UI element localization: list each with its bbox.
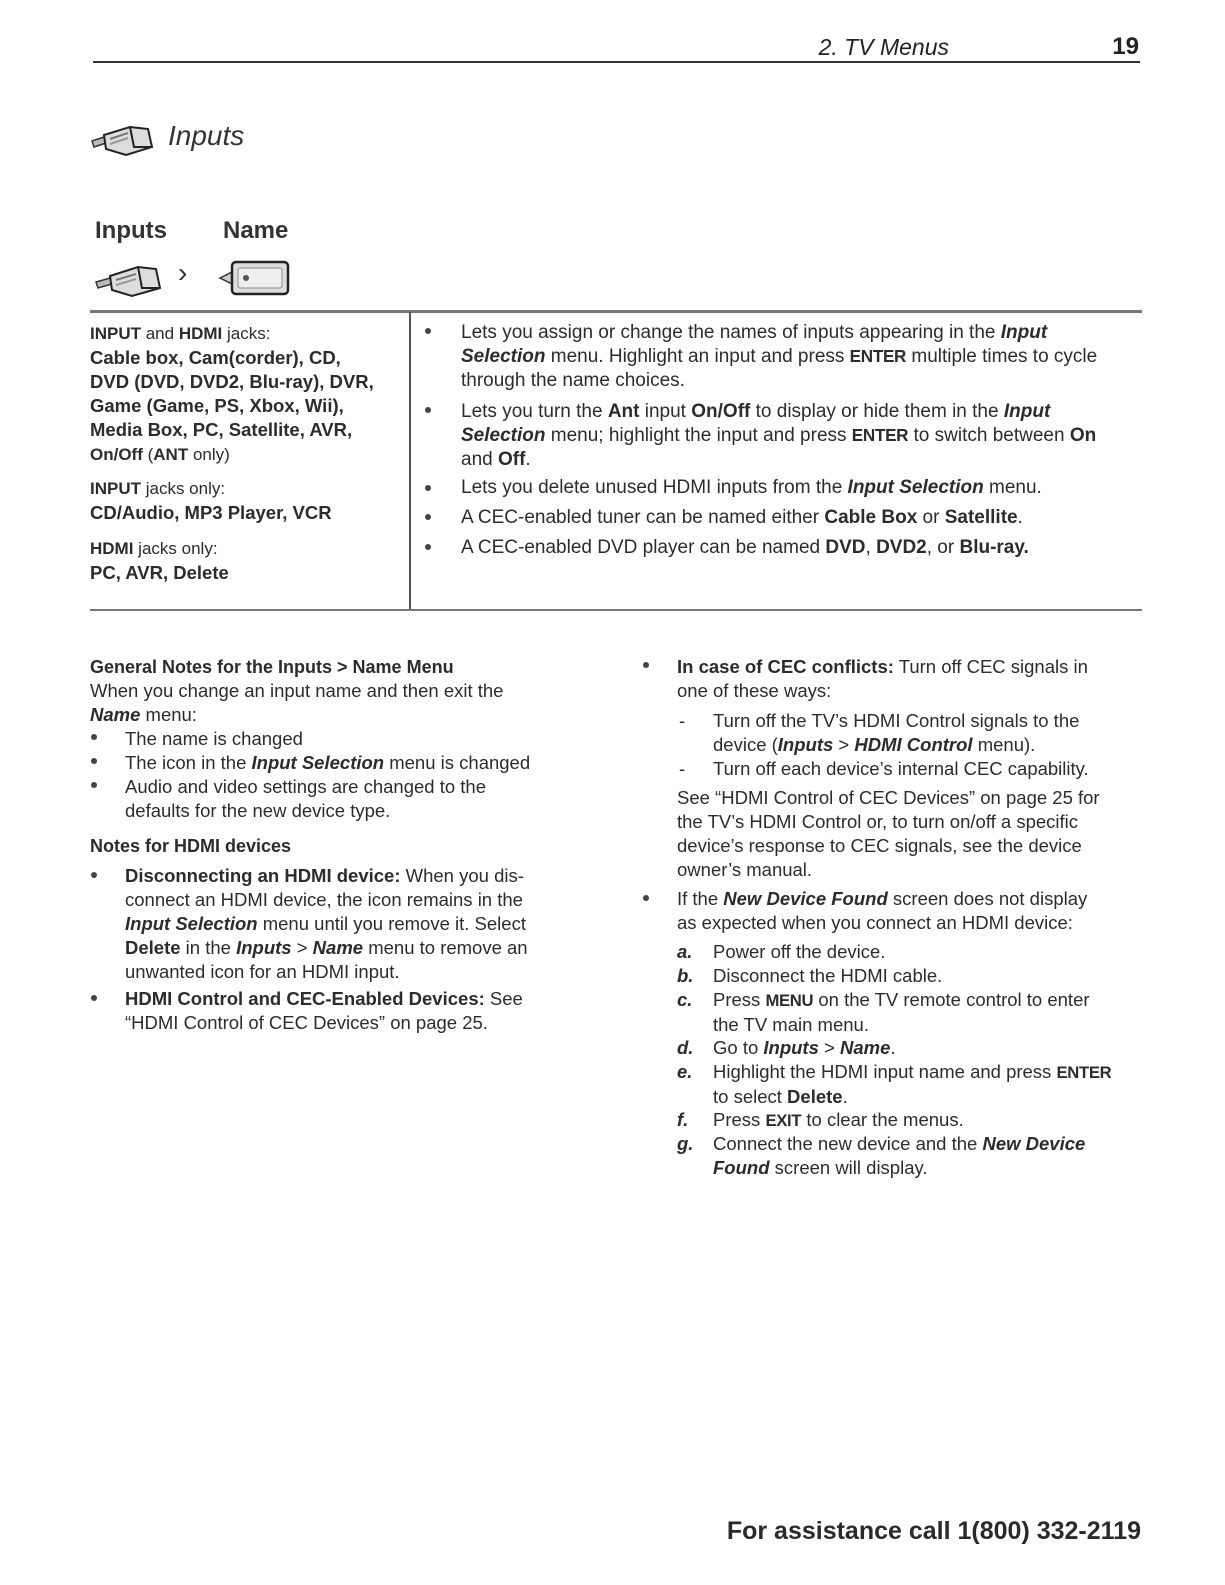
general-notes-heading: General Notes for the Inputs > Name Menu	[90, 657, 454, 677]
name-options-hdmi-only: HDMI jacks only: PC, AVR, Delete	[90, 539, 229, 583]
table-bullet-2: Lets you turn the Ant input On/Off to display or hide them in the Input Selection menu; highlight the input and press ENTER to switch between On and Off.	[461, 401, 1097, 470]
hdmi-notes-heading: Notes for HDMI devices	[90, 836, 292, 856]
assistance-phone-footer: For assistance call 1(800) 332-2119	[726, 1517, 1141, 1545]
cec-option-tv: Turn off the TV’s HDMI Control signals to the device (Inputs > HDMI Control menu).	[713, 710, 1080, 755]
step-text: Connect the new device and the New Device Found screen will display.	[713, 1133, 1086, 1178]
cec-see-reference: See “HDMI Control of CEC Devices” on page 25 for the TV’s HDMI Control or, to turn on/off a specific device’s response to CEC signals, see the device owner’s manual.	[677, 787, 1100, 880]
table-column-divider	[409, 312, 411, 610]
general-note-item: The icon in the Input Selection menu is changed	[125, 752, 531, 773]
bullet-icon	[91, 995, 97, 1001]
chevron-right-icon: ›	[178, 257, 188, 288]
step-label: d.	[677, 1037, 694, 1058]
bullet-icon	[643, 895, 649, 901]
step-text: Highlight the HDMI input name and press ENTER to select Delete.	[713, 1061, 1112, 1107]
input-plug-icon	[90, 117, 154, 159]
step-text: Press EXIT to clear the menus.	[713, 1109, 964, 1130]
bullet-icon	[425, 514, 431, 520]
step-label: b.	[677, 965, 694, 986]
step-text: Go to Inputs > Name.	[713, 1037, 896, 1058]
bullet-icon	[91, 758, 97, 764]
table-bullet-1: Lets you assign or change the names of inputs appearing in the Input Selection menu. Highlight an input and press ENTER multiple times to cycle through the name choices.	[461, 322, 1098, 391]
table-bullet-5: A CEC-enabled DVD player can be named DVD, DVD2, or Blu-ray.	[461, 537, 1029, 558]
bullet-icon	[425, 328, 431, 334]
page-number: 19	[1112, 33, 1139, 60]
chapter-title: 2. TV Menus	[818, 34, 949, 60]
dash-marker: -	[679, 758, 686, 779]
section-title: Inputs	[168, 120, 245, 151]
step-label: e.	[677, 1061, 693, 1082]
step-label: f.	[677, 1109, 689, 1130]
bullet-icon	[91, 782, 97, 788]
menu-path-name: Name	[223, 217, 289, 244]
step-text: Press MENU on the TV remote control to enter the TV main menu.	[713, 989, 1090, 1035]
name-options-input-only: INPUT jacks only: CD/Audio, MP3 Player, VCR	[90, 479, 332, 523]
step-label: c.	[677, 989, 693, 1010]
menu-path-inputs: Inputs	[95, 217, 167, 244]
bullet-icon	[425, 485, 431, 491]
new-device-note: If the New Device Found screen does not display as expected when you connect an HDMI device:	[677, 888, 1088, 933]
input-plug-icon	[94, 256, 162, 298]
table-bullet-4: A CEC-enabled tuner can be named either Cable Box or Satellite.	[461, 507, 1023, 528]
cec-conflicts-note: In case of CEC conflicts: Turn off CEC signals in one of these ways:	[677, 656, 1088, 701]
name-options-input-hdmi: INPUT and HDMI jacks: Cable box, Cam(corder), CD, DVD (DVD, DVD2, Blu-ray), DVR, Game (Game, PS, Xbox, Wii), Media Box, PC, Satellite, AVR, On/Off (ANT only)	[90, 324, 374, 464]
step-label: g.	[677, 1133, 694, 1154]
table-bottom-border	[90, 609, 1142, 611]
table-bullet-3: Lets you delete unused HDMI inputs from the Input Selection menu.	[461, 477, 1042, 498]
cec-option-device: Turn off each device’s internal CEC capability.	[713, 758, 1089, 779]
hdmi-note-cec: HDMI Control and CEC-Enabled Devices: See “HDMI Control of CEC Devices” on page 25.	[125, 988, 523, 1033]
step-text: Power off the device.	[713, 941, 886, 962]
table-top-border	[90, 310, 1142, 313]
step-label: a.	[677, 941, 693, 962]
bullet-icon	[425, 544, 431, 550]
general-note-item: Audio and video settings are changed to the defaults for the new device type.	[125, 776, 487, 821]
bullet-icon	[91, 734, 97, 740]
hdmi-note-disconnect: Disconnecting an HDMI device: When you dis- connect an HDMI device, the icon remains in the Input Selection menu until you remove it. Select Delete in the Inputs > Name menu to remove an unwanted icon for an HDMI input.	[125, 865, 528, 982]
step-text: Disconnect the HDMI cable.	[713, 965, 943, 986]
dash-marker: -	[679, 710, 686, 731]
bullet-icon	[425, 407, 431, 413]
header-divider	[93, 61, 1140, 63]
general-note-item: The name is changed	[125, 728, 303, 749]
name-tag-icon	[218, 256, 292, 298]
bullet-icon	[643, 662, 649, 668]
bullet-icon	[91, 872, 97, 878]
general-notes: General Notes for the Inputs > Name Menu When you change an input name and then exit the Name menu:	[90, 655, 590, 727]
